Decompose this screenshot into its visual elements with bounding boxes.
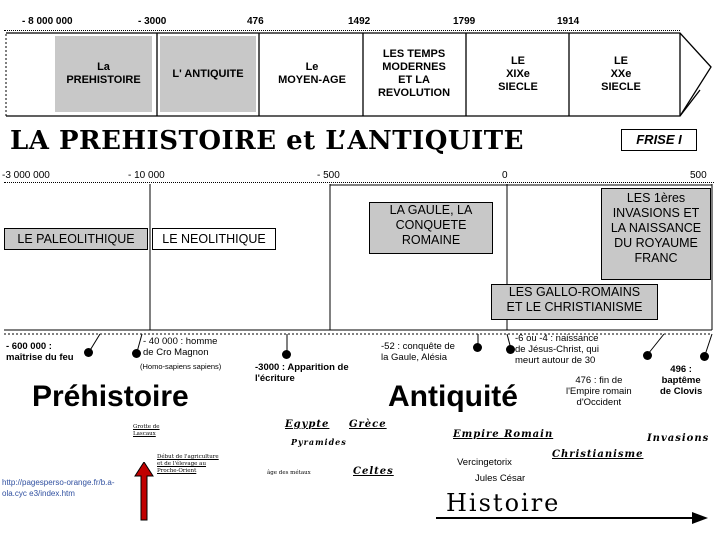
event-marker: [282, 350, 291, 359]
event-marker: [506, 345, 515, 354]
note-agriculture: Début de l'agriculture et de l'élevage au Proche-Orient: [157, 454, 219, 474]
period-temps-modernes: LES TEMPS MODERNES ET LA REVOLUTION: [377, 48, 451, 99]
page-title: LA PREHISTOIRE et L’ANTIQUITE: [10, 126, 524, 156]
civ-empire-romain: Empire Romain: [453, 429, 554, 440]
civ-pyramides: Pyramides: [291, 437, 347, 447]
civ-invasions: Invasions: [647, 433, 710, 444]
scale-date: - 10 000: [128, 170, 165, 181]
event-feu: - 600 000 : maîtrise du feu: [6, 341, 74, 363]
event-clovis: 496 : baptême de Clovis: [660, 364, 703, 397]
civ-celtes: Celtes: [353, 466, 394, 477]
red-up-arrow-icon: [134, 462, 154, 522]
civ-christianisme: Christianisme: [552, 449, 644, 460]
period-moyen-age: Le MOYEN-AGE: [278, 61, 346, 86]
event-cro-magnon: - 40 000 : homme de Cro Magnon: [143, 336, 218, 358]
note-ages-metaux: âge des métaux: [267, 470, 311, 476]
period-xx-siecle: LE XXe SIECLE: [601, 54, 641, 93]
event-fin-empire: 476 : fin de l'Empire romain d'Occident: [566, 375, 632, 408]
civ-egypte: Egypte: [285, 419, 330, 430]
label-antiquite: Antiquité: [388, 380, 518, 413]
box-paleolithique: LE PALEOLITHIQUE: [4, 228, 148, 250]
top-date: 1914: [557, 16, 580, 27]
period-prehistoire: La PREHISTOIRE: [55, 36, 152, 112]
scale-date: 0: [502, 170, 508, 181]
scale-date: 500: [690, 170, 707, 181]
note-lascaux: Grotte de Lascaux: [133, 424, 160, 437]
frise-label: FRISE I: [621, 129, 697, 151]
top-date: - 3000: [138, 16, 167, 27]
top-date: 476: [247, 16, 264, 27]
event-homo-sapiens: (Homo-sapiens sapiens): [140, 362, 222, 371]
box-gallo-romains: LES GALLO-ROMAINS ET LE CHRISTIANISME: [491, 284, 658, 320]
event-ecriture: -3000 : Apparition de l'écriture: [255, 362, 349, 384]
event-jesus: -6 ou -4 : naissance de Jésus-Christ, qui meurt autour de 30: [515, 333, 599, 366]
civ-grece: Grèce: [349, 419, 387, 430]
source-url: http://pagesperso-orange.fr/b.a- ola.cyc e3/index.htm: [2, 478, 115, 498]
top-date: 1799: [453, 16, 476, 27]
scale-date: -3 000 000: [2, 170, 50, 181]
period-xix-siecle: LE XIXe SIECLE: [498, 54, 538, 93]
box-gaule-conquete: LA GAULE, LA CONQUETE ROMAINE: [369, 202, 493, 254]
top-date: 1492: [348, 16, 371, 27]
box-invasions-royaume: LES 1ères INVASIONS ET LA NAISSANCE DU ROYAUME FRANC: [601, 188, 711, 280]
event-alesia: -52 : conquête de la Gaule, Alésia: [381, 341, 455, 363]
civ-vercingetorix: Vercingetorix: [457, 457, 512, 468]
top-date: - 8 000 000: [22, 16, 73, 27]
event-marker: [643, 351, 652, 360]
civ-jules-cesar: Jules César: [475, 473, 526, 484]
label-histoire: Histoire: [442, 489, 564, 517]
event-marker: [84, 348, 93, 357]
label-prehistoire: Préhistoire: [32, 380, 189, 413]
event-marker: [132, 349, 141, 358]
period-antiquite: L' ANTIQUITE: [160, 36, 256, 112]
scale-date: - 500: [317, 170, 340, 181]
box-neolithique: LE NEOLITHIQUE: [152, 228, 276, 250]
event-marker: [700, 352, 709, 361]
event-marker: [473, 343, 482, 352]
